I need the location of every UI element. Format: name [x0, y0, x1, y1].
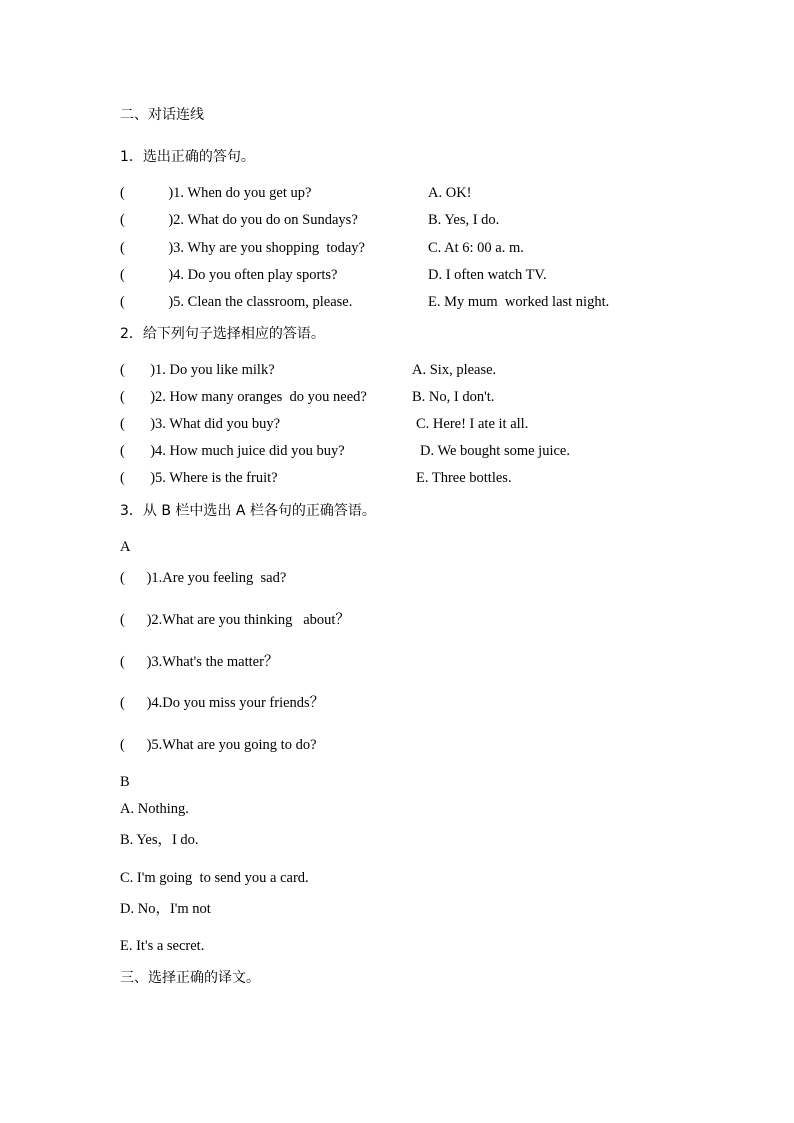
part1-question-5: ( )5. Clean the classroom, please.	[120, 294, 353, 310]
part3-question-5: ( )5.What are you going to do?	[120, 737, 317, 753]
part3-title: 3．从 B 栏中选出 A 栏各句的正确答语。	[120, 503, 376, 519]
part3-answer-b: B. Yes，I do.	[120, 832, 199, 848]
part3-question-1: ( )1.Are you feeling sad?	[120, 570, 287, 586]
part3-question-4: ( )4.Do you miss your friends？	[120, 695, 325, 711]
part3-answer-e: E. It's a secret.	[120, 938, 205, 954]
column-b-label: B	[120, 774, 130, 790]
part2-answer-c: C. Here! I ate it all.	[416, 416, 529, 432]
part2-question-2: ( )2. How many oranges do you need?	[120, 389, 367, 405]
part3-question-3: ( )3.What's the matter？	[120, 654, 279, 670]
part1-answer-e: E. My mum worked last night.	[428, 294, 610, 310]
part1-answer-d: D. I often watch TV.	[428, 267, 547, 283]
part1-question-4: ( )4. Do you often play sports?	[120, 267, 338, 283]
section-title-dialogue-matching: 二、对话连线	[120, 107, 204, 123]
part1-answer-a: A. OK!	[428, 185, 472, 201]
part1-answer-b: B. Yes, I do.	[428, 212, 500, 228]
part1-question-2: ( )2. What do you do on Sundays?	[120, 212, 358, 228]
part2-answer-e: E. Three bottles.	[416, 470, 512, 486]
part2-title: 2．给下列句子选择相应的答语。	[120, 326, 325, 342]
part2-question-1: ( )1. Do you like milk?	[120, 362, 275, 378]
part1-title: 1．选出正确的答句。	[120, 149, 255, 165]
part2-answer-b: B. No, I don't.	[412, 389, 495, 405]
part3-answer-a: A. Nothing.	[120, 801, 189, 817]
column-a-label: A	[120, 539, 131, 555]
part1-answer-c: C. At 6: 00 a. m.	[428, 240, 524, 256]
part2-question-5: ( )5. Where is the fruit?	[120, 470, 278, 486]
part2-answer-d: D. We bought some juice.	[420, 443, 570, 459]
part3-answer-d: D. No，I'm not	[120, 901, 211, 917]
part3-answer-c: C. I'm going to send you a card.	[120, 870, 309, 886]
part2-question-4: ( )4. How much juice did you buy?	[120, 443, 345, 459]
part2-answer-a: A. Six, please.	[412, 362, 497, 378]
part1-question-3: ( )3. Why are you shopping today?	[120, 240, 365, 256]
part1-question-1: ( )1. When do you get up?	[120, 185, 312, 201]
part3-question-2: ( )2.What are you thinking about？	[120, 612, 350, 628]
part2-question-3: ( )3. What did you buy?	[120, 416, 281, 432]
section-title-choose-translation: 三、选择正确的译文。	[120, 970, 260, 986]
